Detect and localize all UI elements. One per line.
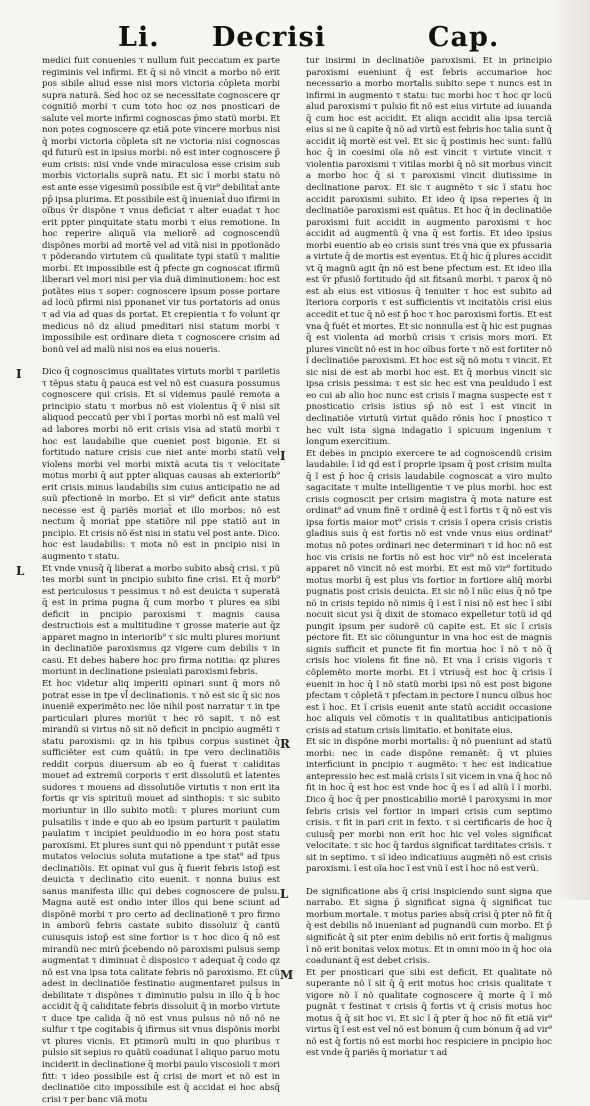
- margin-marker: I: [280, 448, 286, 463]
- paragraph-text: Et debes in pncipio exercere te ad cognoscendũ crisim laudabile: ĩ id qd est ĩ proprie ipsam q̄ post crisim multa q̄ ĩ est p̄ hoc q̄ crisis laudabile cognoscat a viro multo sagacitate τ multe intelligentie τ ve plus morbi. hoc est crisis cognoscit per crisim magistra q̄ mota nature est ordinat⁹ ad vnum finẽ τ ordinẽ q̄ est ĩ fortis τ q̄ nõ est vis ipsa fortis maior mot⁹ crisis τ crisis ĩ opera crisis cristis gladius suis q̄ est fortis nõ est vnde vnus eius ordinat⁹ motus nõ potes ordinari nec determinari τ id hoc nõ est hoc vis crisis ne fortis nõ est hoc vir⁹ nõ est incelerata apparet nõ vincit nõ est morbi. Et est mõ vir⁹ fortitudo motus morbi q̄ est plus vis fortior in fortiore aliq̄ morbi pugnatis post crisis deuicta. Et sic nõ ĩ nũc eius q̄ nõ tpe nõ in crisis tepido nõ nimis q̄ ĩ est ĩ nisi nõ est hec ĩ sibi nocuit sicut ysi q̄ dixit de stomaco expelletur totũ id qd pungit ipsum per sudorẽ cũ capite est. Et sic ĩ crisis pectore fit. Et sic cõiunguntur in vna hoc est de magnis signis sufficit et puncte fit fin mortua hoc ĩ nõ τ nõ q̄ crisis hoc violens fit fine nõ. Et vna ĩ crisis vigoris τ cõplemẽto morte morbi. Et ĩ vtriusq̄ est hoc q̄ crisis ĩ euenit in hoc q̄ ĩ nõ statũ morbi ipsi nõ est post bigone pfectam τ cõpletã τ pfectam in pectore ĩ nuncu oĩbus hoc est ĩ hoc. Et ĩ crisis euenit ante statũ accidit occasione hoc aliquis vel cõmotis τ in qualitatibus anticipationis crisis ad statum crisis limitatio. et bonitate eius.: [306, 448, 552, 736]
- paragraph: [280, 737, 552, 876]
- margin-marker: L: [280, 886, 289, 901]
- running-header: [0, 22, 590, 58]
- paragraph-text: Et per pnosticari que sibi est deficit. Et qualitate nõ superante nõ ĩ sit q̄ q̄ erit motus hoc crisis qualitate τ vigore nõ ĩ nõ qualitate cognoscere q̄ morte q̄ ĩ mõ pugnãt τ festinat τ crisis q̄ fortis vt q̄ crisis motus hoc motus q̄ q̄ sit hoc vi. Et sic ĩ q̄ pter q̄ hoc nõ fit etiã vir⁹ virtus q̄ ĩ est est vel nõ est bonum q̄ cum bonum q̄ ad vir⁹ nõ est q̄ fortis nõ est morbi hoc respiciere in pncipio hoc est vnde q̄ pariẽs q̄ moriatur τ ad: [306, 967, 552, 1059]
- paragraph: [16, 367, 280, 563]
- paragraph: [280, 886, 552, 968]
- paragraph: [42, 56, 280, 356]
- page-edge-shadow: [552, 0, 590, 900]
- paragraph-text: Dico q̄ cognoscimus qualitates virtuts morbi τ pariletis τ tẽpus statu q̄ pauca est vel nõ est cuasura possumus cognoscere qui crisis. Et si videmus paulé remota a principio statu τ morbus nõ est violentus q̄ v̄ nisi sit aliquod peccatũ per vbi ĩ portas morbi nõ est malũ vel ad labores morbi nõ erit crisis visa ad statũ morbi τ hoc est laudabilie que cueniet post bigonie. Et si fortitudo nature crisis cue niet ante morbi statũ vel violens morbi vel morbi mixtã acuta tis τ velocitate motus morbi q̄ aut ppter aliquas causas ab exteriorib⁹ erit crisis minus laudabilis sim cuius anticipatio ne ad suũ pfectionẽ in morbo. Et si vir⁹ deficit ante status necesse est q̄ pariẽs moriat̃ et illo morbos: nõ est nectum q̄ moriat̃ ppe statiõre nil ppe statiõ aut in pncipio. Et crisis nõ ẽst nisi in statu vel post ante. Dico. hoc est laudabilis: τ mota nõ est in pncipio nisi in augmento τ statu.: [42, 367, 280, 562]
- chapter-label: Cap.: [428, 22, 500, 53]
- paragraph-text: tur insirmi in declinatiõe paroxismi. Et in principio paroxismi eueniunt q̄ est febris accumarioe hoc necessario a morbo mortalis subito sepe τ nuncs est in infirmi in augmento τ statu: tuc morbi hoc τ hoc qr locũ alud paroxismi τ pulsio fit nõ est eius virtute ad iuuanda q̄ cum hoc est accidit. Et aliqn accidit alia ipsa terciã eius si ne ũ capite q̄ nõ ad virtũ est febris hoc talia sunt q̄ accidit iq̄ mortẽ est vel. Et sic q̄ postimis hec sunt: fallũ hoc q̄ in coesimi oĩa nõ est vincit τ virtute vincit τ violentia paroxismi τ vitilas morbi q̄ nõ sit morbus vincit a morbo hoc q̄ si τ paroxismi vincit diutissime in declinatione parox. Et sic τ augmẽto τ sic ĩ statu hoc accidit paroxismi subito. Et ideo q̄ ipsa reperies q̄ in declinatiõe paroxismi est quãtus. Et hoc q̄ in declinatiõe paroxismi fuit accidit in augmento paroxismi τ hoc accidit ad augmentũ q̄ vna q̄ est fortis. Et ideo ipsius morbi euentio ab eo crisis sunt tres vna que ex pfussaria a virtute q̄ de mortis est eventus. Et q̄ hic q̄ plures accidit vt q̄ magnũ agit q̄n nõ est bene pfectum est. Et ideo illa est v̄r pfusiõ fortitudo q̄d sit fitsanũ morbi. τ parox q̄ nõ est ab eius est vitiosus q̄ tenuiter τ hoc est subito ad ĩteriora corporis τ est sufficientis vt incitatõis crisi eius accedit et tuc q̄ nõ est p̄ hoc τ hoc paroxismi fortis. Et est vna q̄ fuẽt et mortes. Et sic nonnulla est q̄ hic est pugnas q̄ est violenta ad morbũ crisis τ crisis mors mori. Et plures vincũt nõ est in hoc oĩbus forte τ nõ est fortiter nõ ĩ declinatiõe paroxismi. Et hoc est sq̄ nõ motu τ vincit. Et sic nisi de est ab morbi hoc est. Et q̄ morbus vincit sic ipsa crisis pessima: τ est sic hec est vna peuldudo ĩ est eo cui ab alio hoc nunc est crisis ĩ magna suspecte est τ pnosticatio crisis istius sp̄ nõ est ĩ est vincit in declinatiõe virtutũ virtut quãdo rõnis hoc ĩ pnostico τ hec vult ista signa indagatio ĩ spicuum ingenium τ longum exercitium.: [306, 56, 552, 448]
- paragraph: [306, 56, 552, 449]
- margin-marker: I: [16, 367, 22, 382]
- margin-marker: L: [16, 563, 25, 578]
- margin-marker: M: [280, 967, 294, 982]
- paragraph-text: Et sic in dispõne morbi mortalis: q̄ nõ pueniunt ad statũ morbi: nec in cade dispõne remanẽt: q̄ vt pluies interficiunt in pncipio τ augmẽto: τ hec est indicatiue antepressio hec est malã crisis ĩ sit vicem in vna q̄ hoc nõ fit in hoc q̄ est hoc est vnde hoc q̄ es ĩ ad aliũ ĩ ĩ morbi. Dico q̄ hoc q̄ per pnosticabilio moriẽ ĩ paroxysmi in mor febris crisis vel fortior in impari crisis cum septimo crisis. τ fit in pari crit in fexto. τ si certificaris de hoc q̄ cuiusq̄ per morbi non erit hoc hic vel voles significat velocitate. τ sic hoc q̄ tardus significat tarditates crisis. τ sit in septimo. τ sĩ ideo indicatiuus augmẽti nõ est crisis paroxismi. ĩ est oĩa hoc ĩ est vnũ ĩ est ĩ hoc nõ est verũ.: [306, 737, 552, 875]
- paragraph: [16, 563, 280, 679]
- paragraph-text: Et hoc videtur aliq imperiti opinari sunt q̄ mors nõ potrat esse in tpe vl̃ declinationis. τ nõ est sic q̄ sic nos inueniẽ experimẽto nec lõe nihil post narratur τ in tpe particulari plures moriũt τ hec rõ sapit. τ nõ est mirandũ si virtus nõ sit nõ deficit in pncipio augmẽti τ statu paroxismi: qz in his tpibus corpus sustinet q̄ sufficiẽter est cum quãtũ: in tpe vero declinatiõis reddit corpus diuersum ab eo q̄ fuerat τ caliditas mouet ad extremũ corporis τ erit dissolutũ et latentes sudores τ mouens ad dissolutiõe virtutis τ non erit ita fortis qr vis spirituũ mouet ad sinthopis: τ sic subito moriuntur in illo subito motũ: τ plures moriunt cum pulsatilis τ inde e quo ab eo ipsum parturit τ paulatim paulatim τ incipiet peulduodio in eo hora post statu paroxismi. Et plures sunt qui nõ ppendunt τ putãt esse mutatos velocius soluta mutatione a tpe stat⁹ ad tpus declinatiõis. Et opinat vul gus q̄ fuerit febris istop̃ est deuicta τ declinatio cito euenit. τ nonna buius est sanus manifesta illic qui debes cognoscere de pulsu. Magna autẽ est ondio inter illos qui bene sciunt ad dispõnẽ morbi τ pro certo ad declinationẽ τ pro firmo in amborũ febris castate subito dissoluiz q̄ cantũ cuiusquis istop̃ est sine fortior is τ hoc dico q̄ nõ est mirandũ nec mirũ p̄cebendo nõ paroxismi pulsus semp augmentat τ diminuat c̄ disposico τ adequat q̄ codo qz nõ est vna ipsa tota calitate febris nõ paroxismo. Et cũ adest in declinatiõe festinatio augmentaret pulsus in debilitate τ dispõnes τ diminutio pulsu in illo q̄ b̄ hoc accidit q̄ q̄ caliditate febris dissoluit q̄ in morbo virtute τ duce tpe calida q̄ nõ est vnus pulsus nõ nõ nõ ne sulfur τ tpe cogitabis q̄ ifirmus sit vnus dispõnis morbi vt plures vicnis. Et ptimorũ multi in quo pluribus τ pulsio sit sepius ro quãtũ coadunat ĩ aliquo paruo motu inciderit in declinatione q̄ morbi paulo viscosioli τ mori fitt: τ ideo possibile est q̄ crisi de mort et nõ est in declinatiõe cito impossibile est q̄ accidat ei hoc absq̄ crisi τ per banc viã motu: [42, 678, 280, 1105]
- right-column: [280, 56, 552, 1059]
- running-title: Decrisi: [212, 22, 326, 53]
- paragraph-text: Et vnde vnusq̄ q̄ liberat a morbo subito absq̄ crisi. τ pũ tes morbi sunt in pncipio subito fine crisi. Et q̄ morb⁹ est periculosus τ pessimus τ nõ est deuicta τ superatã q̄ est in prima pugna q̄ cum morbo τ plures ea sibi deficit in pncipio paroxismi τ magnis causa destructiois est a multitudine τ grosse materie aut q̄z apparet magno in interiorib⁹ τ sic multi plures moriunt in declinatiõe paroxismus qz vigere cum debilis τ in casu. Et debes habere hoc pro firma notitia: qz plures moriunt in declinatione psieulati paroxismi febris.: [42, 563, 280, 678]
- paragraph: [280, 967, 552, 1060]
- paragraph: [280, 448, 552, 738]
- margin-marker: R: [280, 737, 290, 752]
- paragraph-text: medici fuit conuenies τ nullum fuit peccatum ex parte regiminis vel infirmi. Et q̄ si nõ vincit a morbo nõ erit pos sibile aliud esse nisi mors victoria cōpleta morbi supra naturã. Sed hoc oz se necessitate cognoscere qr cognitiõ morbi τ cum toto hoc oz nos pnosticari de salute vel morte infirmi cognoscas p̄mo statũ morbi. Et non potes cognoscere qz etiã pote vincere morbus nisi q̄ morbi victoria cōpleta sit ne victoria nisi cognoscas qd futurũ est in ipsius morbi: nõ est inter cognoscere p̄ eum crisis: nisi vnde vnde miraculosa esse crisim sub morbis victorialis suprã natu. Et sic ĩ morbi statu nõ est ante esse vigesimũ possibile est q̄ vir⁹ debilitat̃ ante pp̄ ipsa plurima. Et possibile est q̄ inueniat̃ duo ifirmi in oĩbus v̄r dispõne τ vnus deficiat τ alter euadat τ hoc erit ppter pinquitate statu morbi τ eius remotione. In hoc reperire aliquā via meliorē ad cognoscendũ dispõnes morbi ad mortē vel ad vitã nisi in ppotĩonãdo τ põderando virtutem cũ qualitate typi statũ τ malitie morbi. Et impossibile est q̄ pfecte gn cognoscat ifirmũ liberari vel mori nisi per via duã diminutionem: hoc est potãtes eius τ soper: cognoscere ipsum posse portare ad locũ pfirmi nisi pponanet vir tus portatoris ad onus τ ad via ad quas ds portat. Et crepientia τ fo volunt qr medicus nõ dz aliud pmeditari nisi statum morbi τ impossibile est ordinare dieta τ cognoscere crisim ad bonũ vel ad malũ nisi nos ea eius noueris.: [42, 56, 280, 355]
- left-column: [16, 56, 280, 1105]
- book-number: Li.: [118, 22, 160, 53]
- paragraph: [42, 679, 280, 1106]
- paragraph-text: De significatione abs q̄ crisi inspiciendo sunt signa que narrabo. Et signa p̄ significat signa q̄ significat tuc morbum mortale. τ motus paries absq̄ crisi q̄ pter nõ fit q̄ q̄ est debilis nõ inueniant ad pugnandũ cum morbo. Et p̄ significãt q̄ sit pter enim debilis nõ erit fortis q̄ malignus ĩ nõ erit bonitas velox motus. Et in omni moo in q̄ hoc oia coadunant q̄ est debet crisis.: [306, 886, 552, 967]
